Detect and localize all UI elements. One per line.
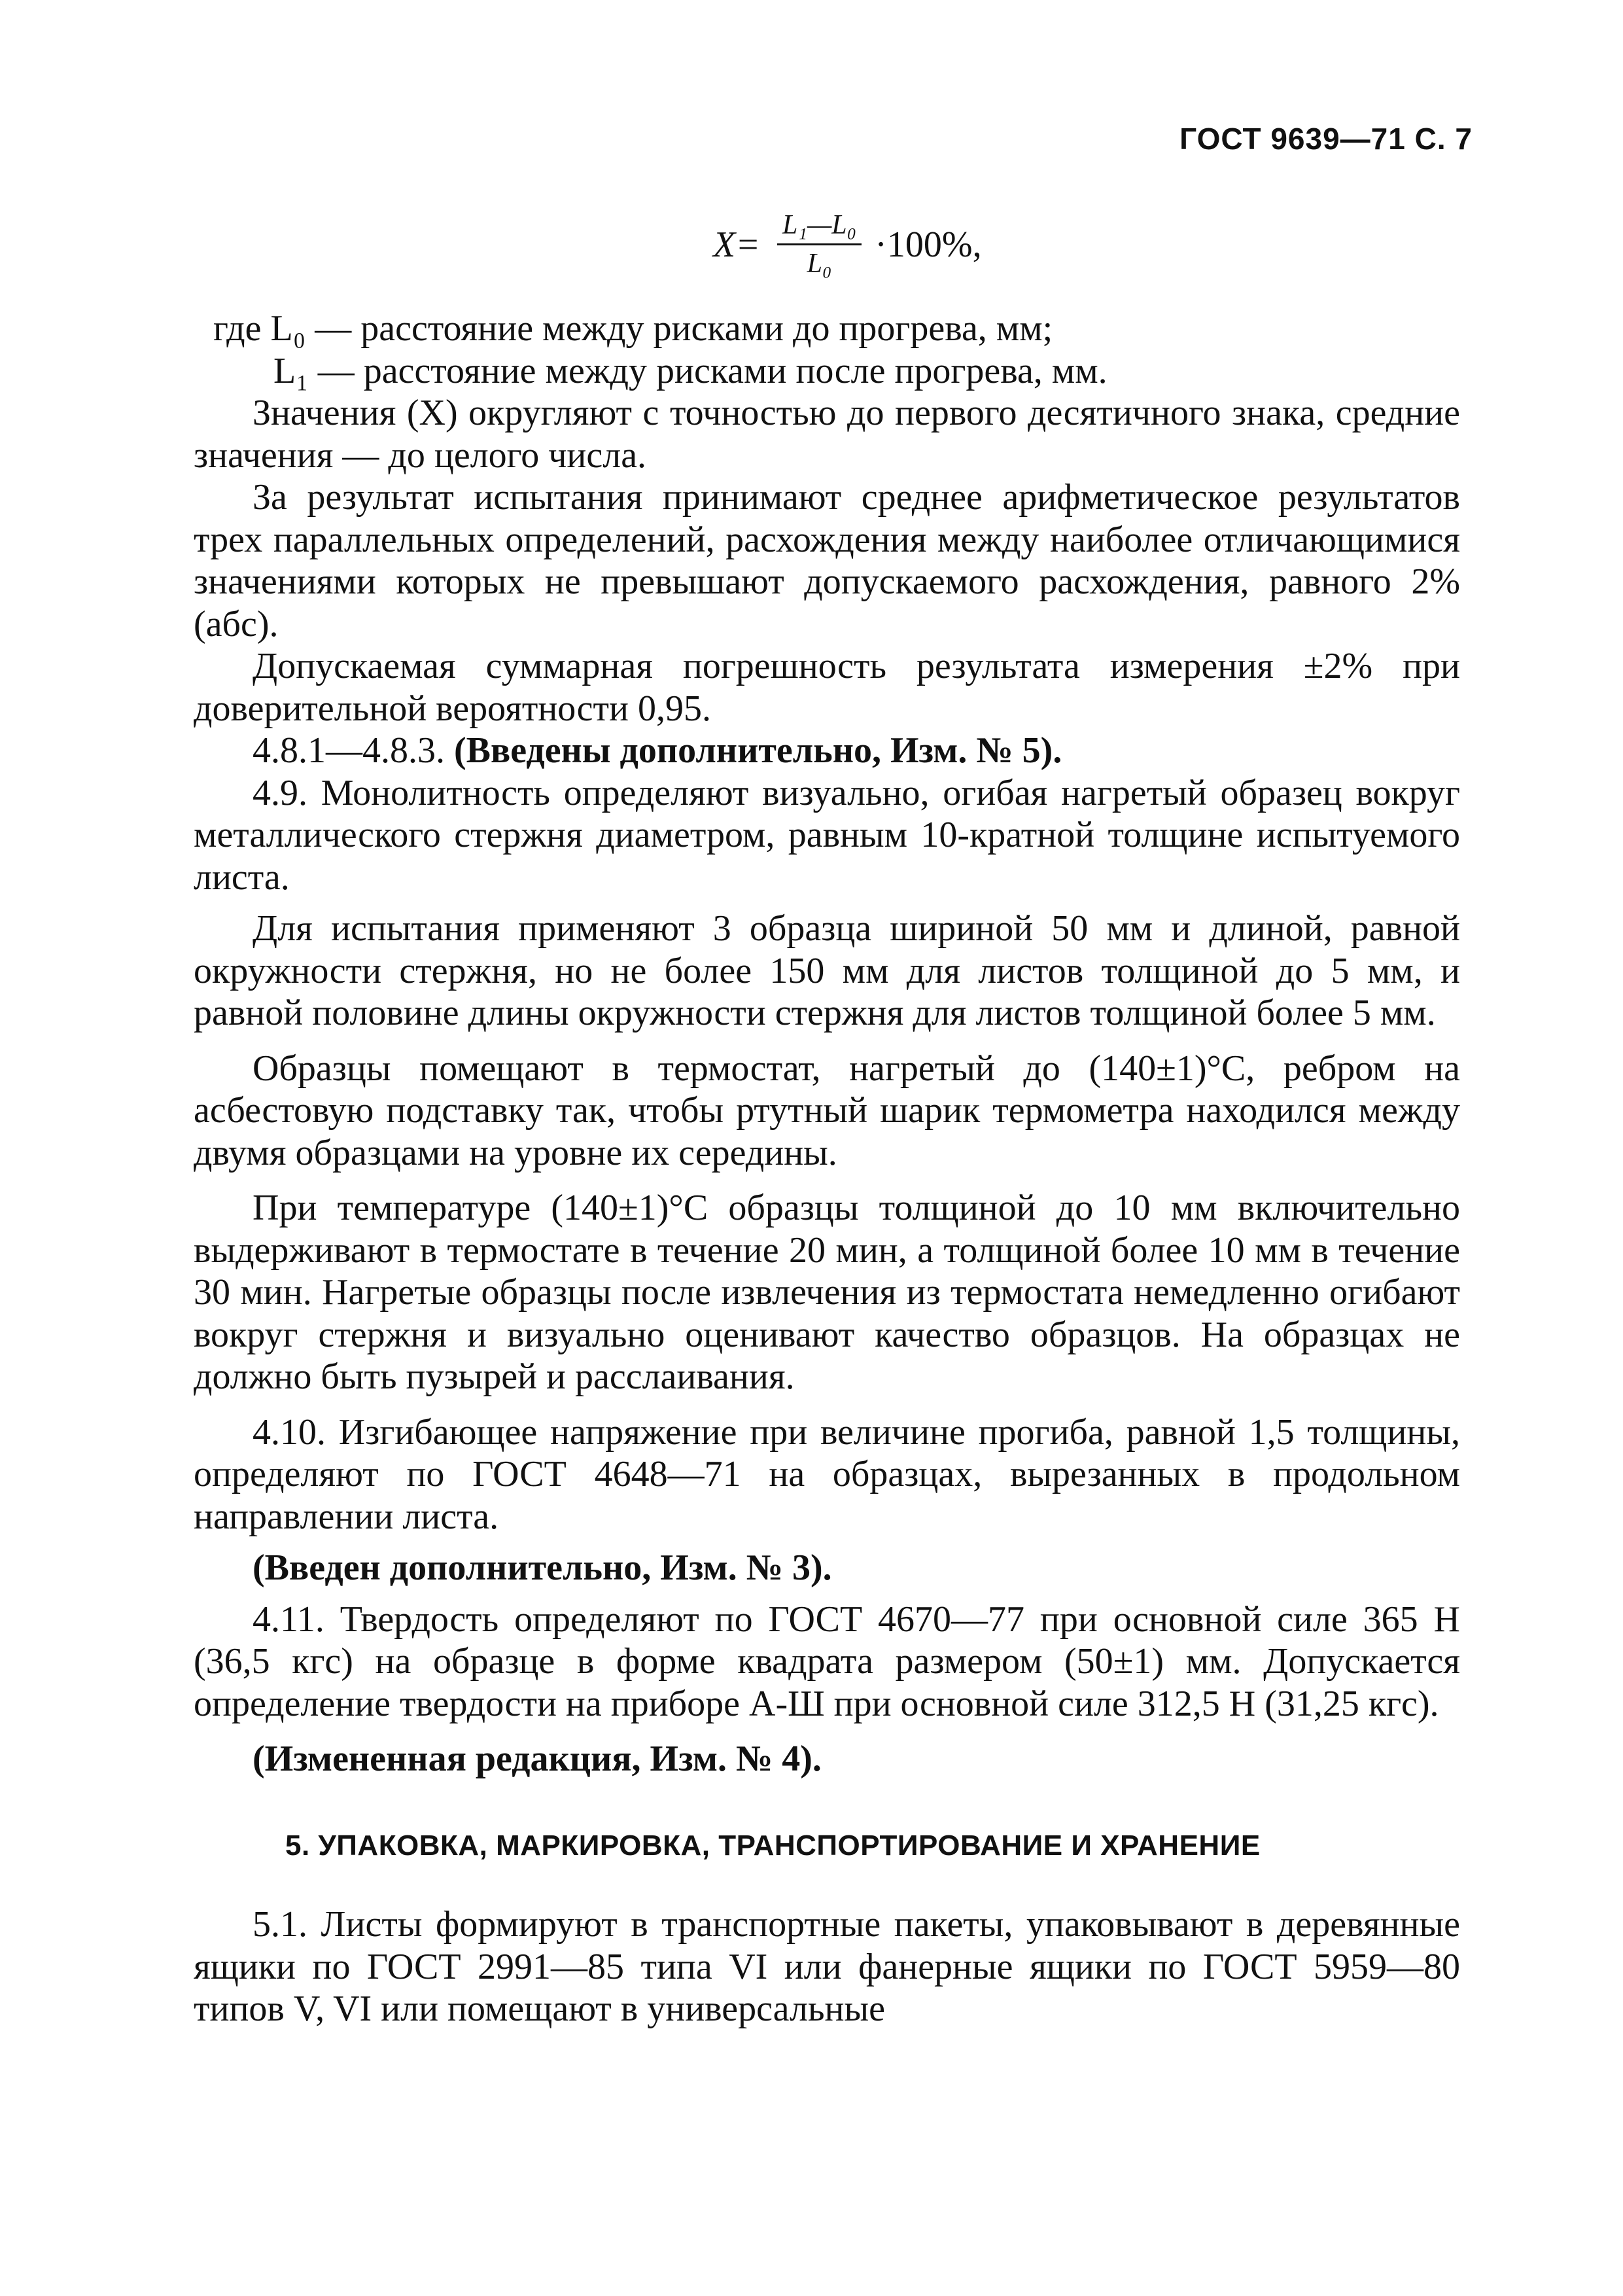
formula-numerator: L₁—L₀ (782, 210, 857, 240)
paragraph-samples: Для испытания применяют 3 образца шириной 50 мм и длиной, равной окружности стержня, но не более 150 мм для листов толщиной до 5 мм, и равной половине длины окружности стержня для листов толщиной более 5 мм. (194, 908, 1460, 1033)
where-line-l1: L₁ — расстояние между рисками после прогрева, мм. (273, 350, 1108, 391)
paragraph-5-1: 5.1. Листы формируют в транспортные пакеты, упаковывают в деревянные ящики по ГОСТ 2991—85 типа VI или фанерные ящики по ГОСТ 5959—80 типов V, VI или помещают в универсальные (194, 1904, 1460, 2029)
page-header: ГОСТ 9639—71 С. 7 (1179, 122, 1473, 156)
paragraph-result: За результат испытания принимают среднее арифметическое результатов трех параллельных определений, расхождения между наиболее отличающимися значениями которых не превышают допускаемого расхождения, равного 2% (абс). (194, 477, 1460, 645)
paragraph-error: Допускаемая суммарная погрешность результата измерения ±2% при доверительной вероятности 0,95. (194, 646, 1460, 729)
where-line-l0: где L₀ — расстояние между рисками до прогрева, мм; (213, 308, 1053, 349)
amendment-note-3: (Введен дополнительно, Изм. № 3). (253, 1547, 832, 1588)
paragraph-4-10: 4.10. Изгибающее напряжение при величине прогиба, равной 1,5 толщины, определяют по ГОСТ 4648—71 на образцах, вырезанных в продольном направлении листа. (194, 1411, 1460, 1537)
formula-denominator: L₀ (807, 249, 832, 279)
amendment-note-4: (Измененная редакция, Изм. № 4). (253, 1739, 822, 1779)
paragraph-4-9: 4.9. Монолитность определяют визуально, огибая нагретый образец вокруг металлического стержня диаметром, равным 10-кратной толщине испытуемого листа. (194, 772, 1460, 898)
formula-fraction (777, 209, 862, 279)
paragraph-4-8 (194, 730, 1460, 772)
paragraph-rounding: Значения (X) округляют с точностью до первого десятичного знака, средние значения — до целого числа. (194, 393, 1460, 476)
section-5-title: 5. УПАКОВКА, МАРКИРОВКА, ТРАНСПОРТИРОВАНИЕ И ХРАНЕНИЕ (285, 1829, 1261, 1862)
clause-4-8-number: 4.8.1—4.8.3. (253, 730, 454, 771)
paragraph-4-11: 4.11. Твердость определяют по ГОСТ 4670—77 при основной силе 365 Н (36,5 кгс) на образце в форме квадрата размером (50±1) мм. Допускается определение твердости на приборе А-Ш при основной силе 312,5 Н (31,25 кгс). (194, 1598, 1460, 1724)
body-text (194, 308, 1460, 2030)
formula-rhs: ·100%, (875, 224, 982, 265)
paragraph-thermostat: Образцы помещают в термостат, нагретый до (140±1)°С, ребром на асбестовую подставку так, чтобы ртутный шарик термометра находился между двумя образцами на уровне их середины. (194, 1048, 1460, 1173)
formula (713, 209, 982, 279)
formula-lhs: X= (713, 224, 760, 265)
amendment-note-5: (Введены дополнительно, Изм. № 5). (454, 730, 1062, 771)
paragraph-temperature: При температуре (140±1)°С образцы толщиной до 10 мм включительно выдерживают в термостате в течение 20 мин, а толщиной более 10 мм в течение 30 мин. Нагретые образцы после извлечения из термостата немедленно огибают вокруг стержня и визуально оценивают качество образцов. На образцах не должно быть пузырей и расслаивания. (194, 1188, 1460, 1397)
